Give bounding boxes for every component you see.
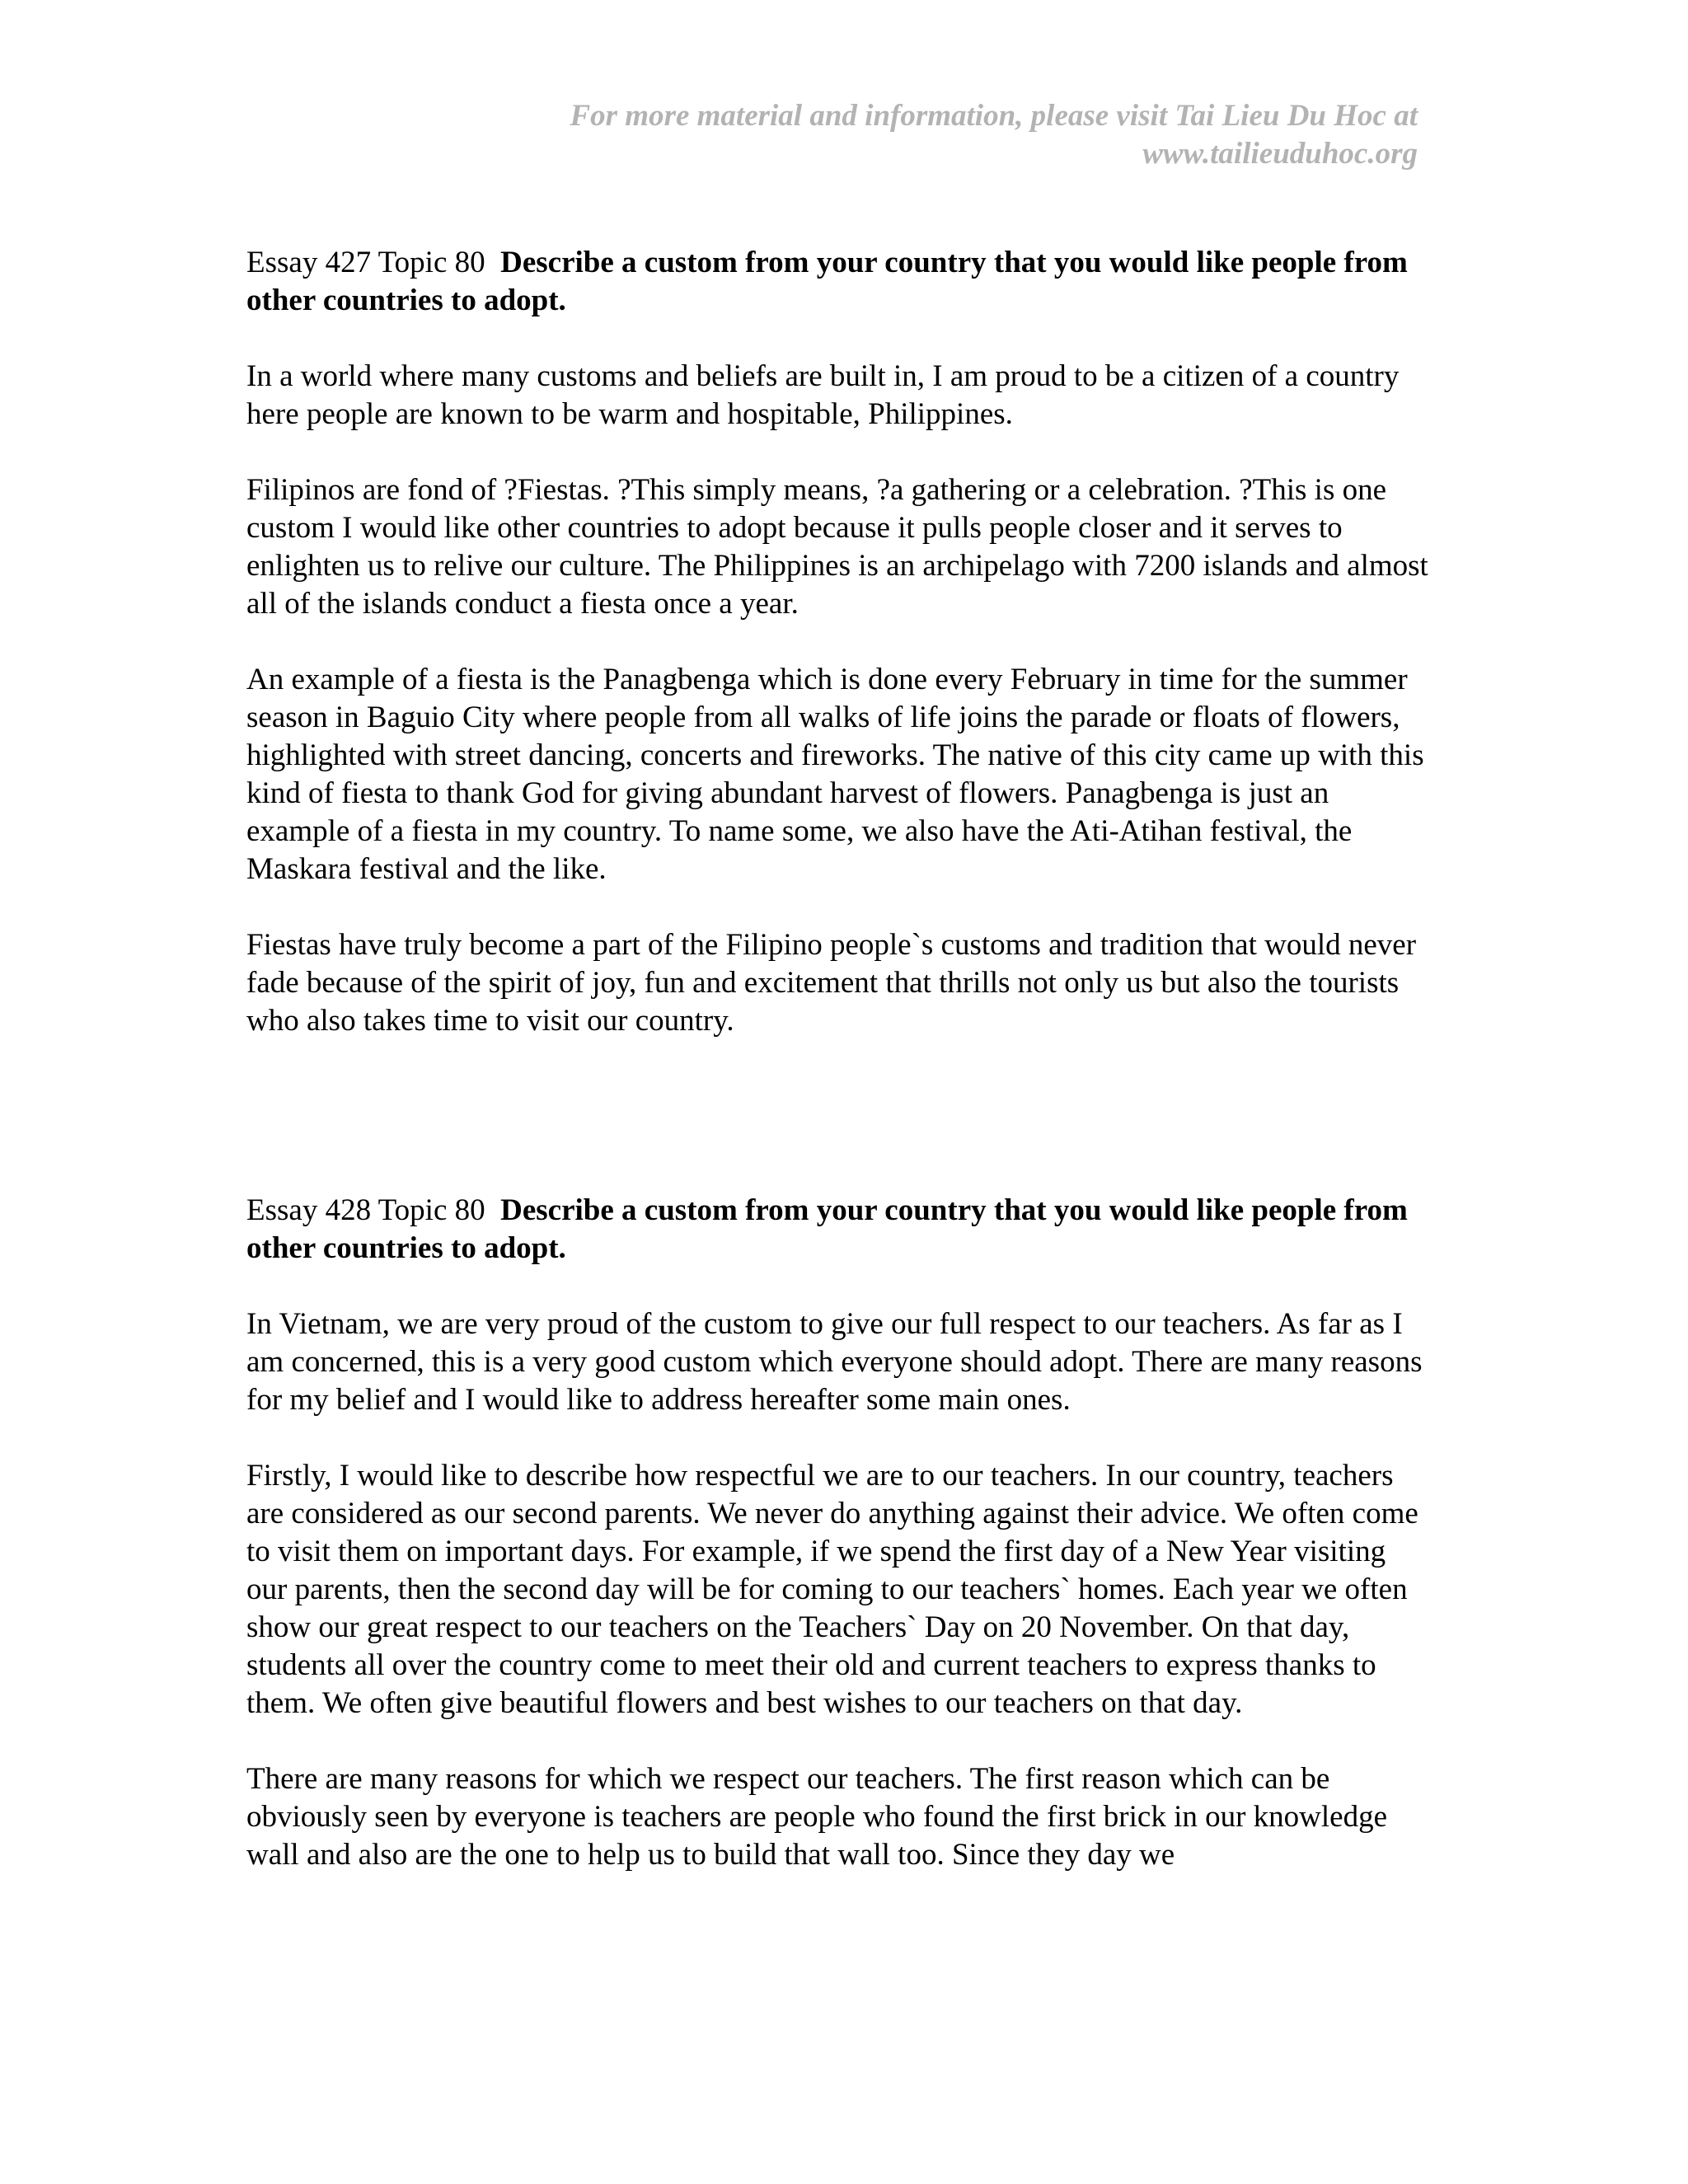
essay-question: Describe a custom from your country that you would like people from other countries to adopt. — [246, 246, 1408, 317]
essay-paragraph: Fiestas have truly become a part of the Filipino people`s customs and tradition that would never fade because of the spirit of joy, fun and excitement that thrills not only us but also the tourists who also takes time to visit our country. — [246, 928, 1417, 1038]
essay-paragraph: In Vietnam, we are very proud of the custom to give our full respect to our teachers. As far as I am concerned, this is a very good custom which everyone should adopt. There are many reasons for my belief and I would like to address hereafter some main ones. — [246, 1307, 1423, 1417]
essay-427 — [246, 244, 1433, 1040]
essay-label: Essay 427 Topic 80 — [246, 246, 485, 279]
essay-paragraph: An example of a fiesta is the Panagbenga which is done every February in time for the summer season in Baguio City where people from all walks of life joins the parade or floats of flowers, highlighted with street dancing, concerts and fireworks. The native of this city came up with this kind of fiesta to thank God for giving abundant harvest of flowers. Panagbenga is just an example of a fiesta in my country. To name some, we also have the Ati-Atihan festival, the Maskara festival and the like. — [246, 663, 1424, 886]
essay-title — [246, 1192, 1433, 1268]
header-url: www.tailieuduhoc.org — [1142, 137, 1418, 171]
essay-paragraph: There are many reasons for which we respect our teachers. The first reason which can be obviously seen by everyone is teachers are people who found the first brick in our knowledge wall and also are the one to help us to build that wall too. Since they day we — [246, 1762, 1388, 1872]
essay-paragraph: Firstly, I would like to describe how respectful we are to our teachers. In our country, teachers are considered as our second parents. We never do anything against their advice. We often come to visit them on important days. For example, if we spend the first day of a New Year visiting our parents, then the second day will be for coming to our teachers` homes. Each year we often show our great respect to our teachers on the Teachers` Day on 20 November. On that day, students all over the country come to meet their old and current teachers to express thanks to them. We often give beautiful flowers and best wishes to our teachers on that day. — [246, 1459, 1418, 1720]
essay-paragraph: In a world where many customs and beliefs are built in, I am proud to be a citizen of a country here people are known to be warm and hospitable, Philippines. — [246, 359, 1400, 431]
page-header — [346, 97, 1418, 173]
essay-spacer — [246, 1078, 1433, 1192]
essay-428 — [246, 1192, 1433, 1874]
document-body — [246, 244, 1433, 1912]
essay-title — [246, 244, 1433, 320]
essay-question: Describe a custom from your country that you would like people from other countries to adopt. — [246, 1193, 1408, 1265]
essay-paragraph: Filipinos are fond of ?Fiestas. ?This simply means, ?a gathering or a celebration. ?This is one custom I would like other countries to adopt because it pulls people closer and it serves to enlighten us to relive our culture. The Philippines is an archipelago with 7200 islands and almost all of the islands conduct a fiesta once a year. — [246, 473, 1428, 621]
essay-label: Essay 428 Topic 80 — [246, 1193, 485, 1227]
header-line-1: For more material and information, please visit Tai Lieu Du Hoc at — [570, 99, 1418, 133]
